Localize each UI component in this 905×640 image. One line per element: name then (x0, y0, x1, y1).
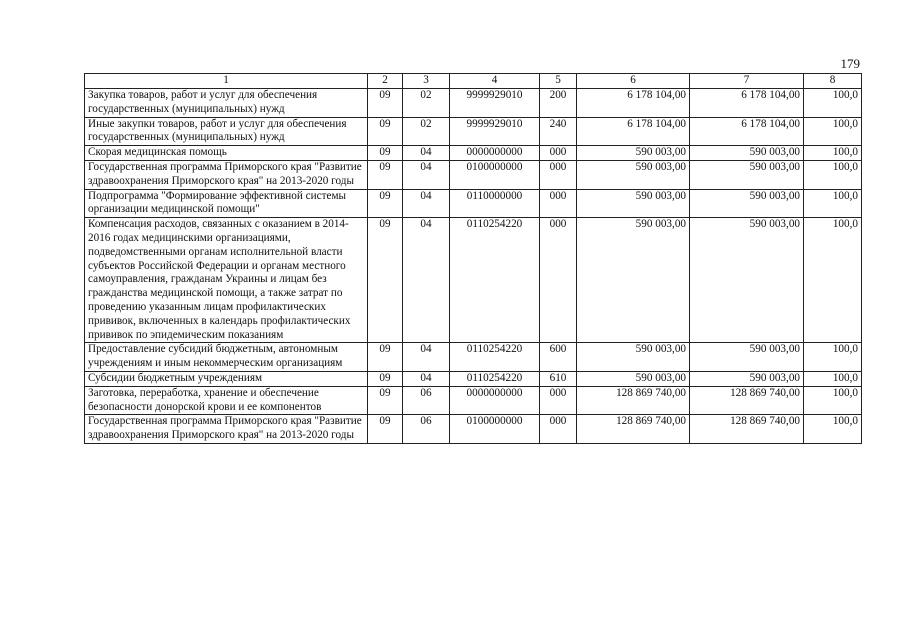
header-cell: 6 (577, 74, 690, 89)
row-subsection-cell: 02 (403, 117, 450, 146)
row-percent-cell: 100,0 (804, 415, 862, 444)
row-executed-amount-cell: 590 003,00 (690, 371, 804, 386)
row-section-cell: 09 (368, 89, 403, 118)
row-section-cell: 09 (368, 189, 403, 218)
header-cell: 3 (403, 74, 450, 89)
table-row (85, 189, 862, 218)
row-section-cell: 09 (368, 218, 403, 343)
row-executed-amount-cell: 590 003,00 (690, 189, 804, 218)
header-cell: 8 (804, 74, 862, 89)
row-section-cell: 09 (368, 371, 403, 386)
row-planned-amount-cell: 590 003,00 (577, 146, 690, 161)
row-subsection-cell: 04 (403, 160, 450, 189)
row-percent-cell: 100,0 (804, 117, 862, 146)
row-executed-amount-cell: 590 003,00 (690, 160, 804, 189)
row-planned-amount-cell: 6 178 104,00 (577, 117, 690, 146)
row-section-cell: 09 (368, 117, 403, 146)
table-row (85, 89, 862, 118)
row-name-cell: Заготовка, переработка, хранение и обеспечение безопасности донорской крови и ее компонентов (85, 386, 368, 415)
table-row (85, 218, 862, 343)
row-executed-amount-cell: 590 003,00 (690, 343, 804, 372)
row-percent-cell: 100,0 (804, 89, 862, 118)
header-cell: 4 (450, 74, 540, 89)
row-section-cell: 09 (368, 160, 403, 189)
row-name-cell: Подпрограмма "Формирование эффективной системы организации медицинской помощи" (85, 189, 368, 218)
row-planned-amount-cell: 590 003,00 (577, 218, 690, 343)
row-percent-cell: 100,0 (804, 189, 862, 218)
row-percent-cell: 100,0 (804, 343, 862, 372)
row-expense-type-cell: 000 (540, 218, 577, 343)
row-subsection-cell: 04 (403, 189, 450, 218)
table-row (85, 146, 862, 161)
row-subsection-cell: 06 (403, 386, 450, 415)
row-target-code-cell: 0110254220 (450, 218, 540, 343)
row-percent-cell: 100,0 (804, 386, 862, 415)
table-row (85, 343, 862, 372)
row-target-code-cell: 0000000000 (450, 386, 540, 415)
row-expense-type-cell: 000 (540, 415, 577, 444)
budget-table (84, 73, 862, 444)
row-planned-amount-cell: 590 003,00 (577, 371, 690, 386)
row-planned-amount-cell: 590 003,00 (577, 343, 690, 372)
row-target-code-cell: 0110000000 (450, 189, 540, 218)
row-executed-amount-cell: 590 003,00 (690, 146, 804, 161)
row-target-code-cell: 0110254220 (450, 371, 540, 386)
row-target-code-cell: 9999929010 (450, 117, 540, 146)
table-row (85, 117, 862, 146)
header-cell: 7 (690, 74, 804, 89)
row-expense-type-cell: 600 (540, 343, 577, 372)
row-expense-type-cell: 200 (540, 89, 577, 118)
row-subsection-cell: 04 (403, 218, 450, 343)
row-target-code-cell: 0100000000 (450, 160, 540, 189)
row-executed-amount-cell: 128 869 740,00 (690, 386, 804, 415)
row-percent-cell: 100,0 (804, 371, 862, 386)
table-row (85, 160, 862, 189)
header-cell: 5 (540, 74, 577, 89)
header-cell: 2 (368, 74, 403, 89)
table-row (85, 415, 862, 444)
row-target-code-cell: 0110254220 (450, 343, 540, 372)
row-section-cell: 09 (368, 415, 403, 444)
row-executed-amount-cell: 128 869 740,00 (690, 415, 804, 444)
row-name-cell: Закупка товаров, работ и услуг для обеспечения государственных (муниципальных) нужд (85, 89, 368, 118)
table-row (85, 386, 862, 415)
header-cell: 1 (85, 74, 368, 89)
row-subsection-cell: 04 (403, 146, 450, 161)
row-planned-amount-cell: 128 869 740,00 (577, 415, 690, 444)
row-planned-amount-cell: 6 178 104,00 (577, 89, 690, 118)
row-name-cell: Скорая медицинская помощь (85, 146, 368, 161)
row-name-cell: Государственная программа Приморского края "Развитие здравоохранения Приморского края" на 2013-2020 годы (85, 415, 368, 444)
row-percent-cell: 100,0 (804, 218, 862, 343)
row-name-cell: Иные закупки товаров, работ и услуг для обеспечения государственных (муниципальных) нужд (85, 117, 368, 146)
row-planned-amount-cell: 128 869 740,00 (577, 386, 690, 415)
row-expense-type-cell: 000 (540, 160, 577, 189)
row-subsection-cell: 04 (403, 371, 450, 386)
row-executed-amount-cell: 6 178 104,00 (690, 89, 804, 118)
row-target-code-cell: 0000000000 (450, 146, 540, 161)
row-planned-amount-cell: 590 003,00 (577, 189, 690, 218)
row-target-code-cell: 9999929010 (450, 89, 540, 118)
row-planned-amount-cell: 590 003,00 (577, 160, 690, 189)
row-section-cell: 09 (368, 386, 403, 415)
row-expense-type-cell: 240 (540, 117, 577, 146)
row-section-cell: 09 (368, 343, 403, 372)
row-target-code-cell: 0100000000 (450, 415, 540, 444)
row-executed-amount-cell: 590 003,00 (690, 218, 804, 343)
table-row (85, 371, 862, 386)
row-executed-amount-cell: 6 178 104,00 (690, 117, 804, 146)
row-section-cell: 09 (368, 146, 403, 161)
row-percent-cell: 100,0 (804, 146, 862, 161)
row-expense-type-cell: 000 (540, 189, 577, 218)
row-expense-type-cell: 610 (540, 371, 577, 386)
row-subsection-cell: 02 (403, 89, 450, 118)
page-number: 179 (840, 56, 860, 71)
row-name-cell: Компенсация расходов, связанных с оказанием в 2014-2016 годах медицинскими организациями, подведомственными органам исполнительной власти субъектов Российской Федерации и органам местного самоуправления, гражданам Украины и лицам без гражданства медицинской помощи, а также затрат по проведению указанным лицам профилактических прививок, включенных в календарь профилактических прививок по эпидемическим показаниям (85, 218, 368, 343)
row-percent-cell: 100,0 (804, 160, 862, 189)
header-row (85, 74, 862, 89)
row-expense-type-cell: 000 (540, 386, 577, 415)
row-expense-type-cell: 000 (540, 146, 577, 161)
row-subsection-cell: 04 (403, 343, 450, 372)
row-subsection-cell: 06 (403, 415, 450, 444)
row-name-cell: Предоставление субсидий бюджетным, автономным учреждениям и иным некоммерческим организациям (85, 343, 368, 372)
row-name-cell: Субсидии бюджетным учреждениям (85, 371, 368, 386)
row-name-cell: Государственная программа Приморского края "Развитие здравоохранения Приморского края" на 2013-2020 годы (85, 160, 368, 189)
